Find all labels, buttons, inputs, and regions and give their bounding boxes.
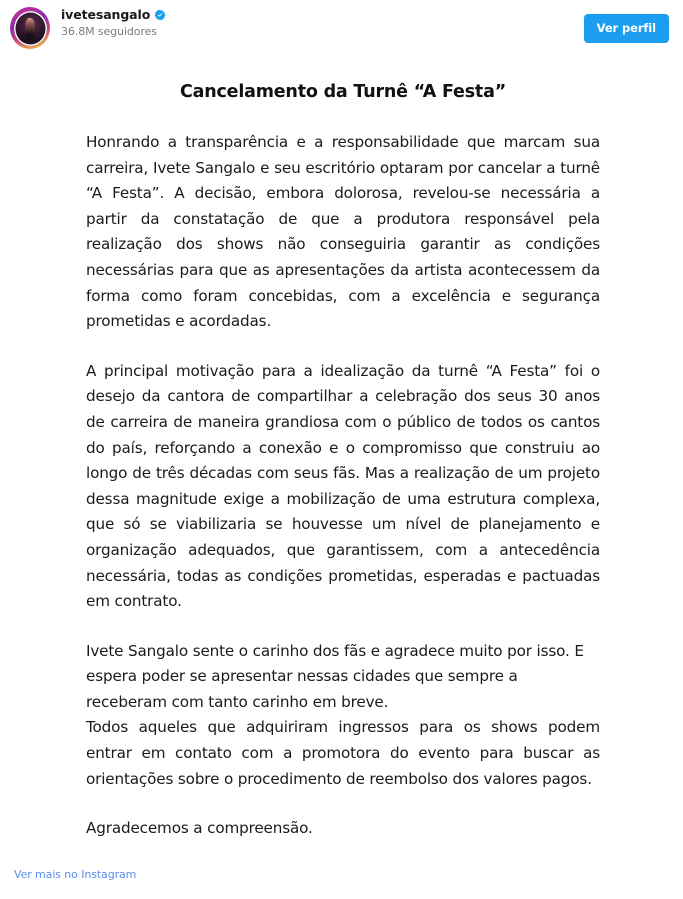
followers-count: 36.8M seguidores (61, 24, 157, 38)
instagram-embed-header (0, 0, 683, 52)
username-label[interactable]: ivetesangalo (61, 7, 151, 22)
document-title: Cancelamento da Turnê “A Festa” (179, 82, 507, 102)
avatar[interactable] (10, 7, 50, 49)
account-identity (61, 8, 166, 38)
instagram-embed-footer (14, 863, 136, 882)
statement-paragraph-5: Agradecemos a compreensão. (86, 819, 313, 838)
statement-paragraph-1: Honrando a transparência e a responsabilidade que marcam sua carreira, Ivete Sangalo e seu escritório optaram por cancelar a turnê “A Festa”. A decisão, embora dolorosa, revelou-se necessária a partir da constatação de que a produtora responsável pela realização dos shows não conseguiria garantir as condições necessárias para que as apresentações da artista acontecessem da forma como foram concebidas, com a excelência e segurança prometidas e acordadas. (86, 133, 600, 331)
statement-document (86, 82, 600, 842)
statement-paragraph-3: Ivete Sangalo sente o carinho dos fãs e agradece muito por isso. E espera poder se apresentar nessas cidades que sempre a receberam com tanto carinho em breve. (86, 641, 584, 711)
statement-paragraph-2: A principal motivação para a idealização da turnê “A Festa” foi o desejo da cantora de compartilhar a celebração dos seus 30 anos de carreira de maneira grandiosa com o público de todos os cantos do país, reforçando a conexão e o compromisso que construiu ao longo de três décadas com seus fãs. Mas a realização de um projeto dessa magnitude exige a mobilização de uma estrutura complexa, que só se viabilizaria se houvesse um nível de planejamento e organização adequados, que garantissem, com a antecedência necessária, todas as condições prometidas, esperadas e pactuadas em contrato. (86, 361, 600, 611)
username-row[interactable] (61, 8, 166, 22)
view-more-on-instagram-link[interactable]: Ver mais no Instagram (14, 868, 137, 881)
verified-badge-icon (154, 9, 166, 21)
avatar-image (14, 11, 47, 46)
statement-paragraph-4: Todos aqueles que adquiriram ingressos para os shows podem entrar em contato com a promotora do evento para buscar as orientações sobre o procedimento de reembolso dos valores pagos. (86, 718, 600, 788)
view-profile-button[interactable]: Ver perfil (584, 14, 669, 43)
